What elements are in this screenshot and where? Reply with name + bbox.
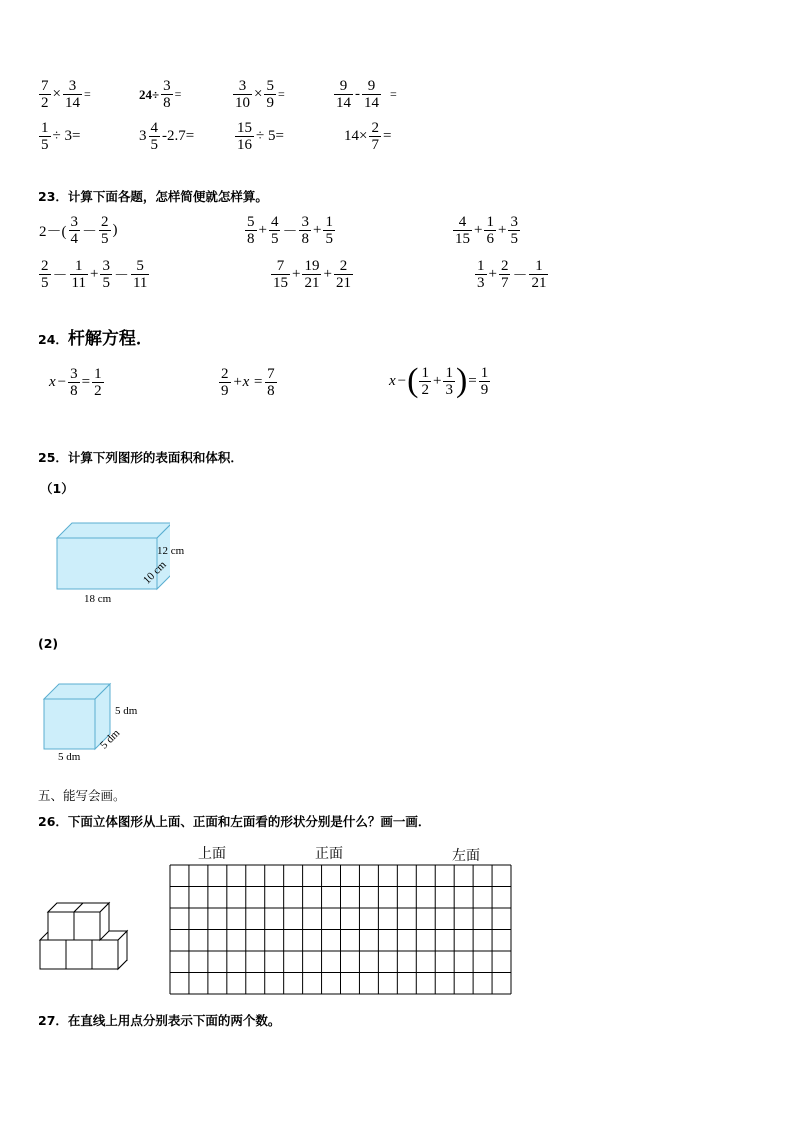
view-label-front: 正面: [315, 846, 343, 862]
cuboid-width-label: 10 cm: [141, 558, 169, 587]
expr-r2-2: 3 $\frac{4}{5}$ -2.7=: [139, 120, 195, 153]
cube-width-label: 5 dm: [98, 727, 123, 752]
q23-expr-4: $\frac{2}{5}$ － $\frac{1}{11}$ + $\frac{3}{5}$ － $\frac{5}{11}$: [41, 258, 148, 291]
cuboid-length-label: 18 cm: [84, 593, 112, 605]
q23-title: 23．计算下面各题，怎样简便就怎样算。: [38, 189, 268, 204]
q24-eq-1: x − $\frac{3}{8}$ = $\frac{1}{2}$: [49, 366, 102, 399]
drawing-grid[interactable]: [169, 864, 512, 995]
q25-title: 25．计算下列图形的表面积和体积．: [38, 450, 243, 465]
view-label-top: 上面: [198, 846, 226, 862]
q24-eq-2: $\frac{2}{9}$ +x = $\frac{7}{8}$: [221, 366, 275, 399]
q23-expr-2: $\frac{5}{8}$ + $\frac{4}{5}$ － $\frac{3}{8}$ + $\frac{1}{5}$: [247, 214, 333, 247]
section-5-title: 五、能写会画。: [38, 788, 126, 803]
expr-r1-2: 24÷ $\frac{3}{8}$ =: [139, 78, 182, 111]
cube-length-label: 5 dm: [58, 751, 81, 763]
q24-title: 24．杆解方程．: [38, 329, 153, 349]
expr-r1-1: $\frac{7}{2}$ × $\frac{3}{14}$ =: [41, 78, 91, 111]
q25-part-2-label: (2): [38, 636, 59, 651]
q23-expr-1: 2－( $\frac{3}{4}$ － $\frac{2}{5}$ ): [39, 214, 118, 247]
q23-expr-3: $\frac{4}{15}$ + $\frac{1}{6}$ + $\frac{3}{5}$: [455, 214, 518, 247]
stacked-cubes-figure: [38, 900, 138, 975]
expr-r1-4: $\frac{9}{14}$ - $\frac{9}{14}$ =: [336, 78, 397, 111]
q27-title: 27．在直线上用点分别表示下面的两个数。: [38, 1013, 281, 1028]
expr-r2-1: $\frac{1}{5}$ ÷ 3=: [41, 120, 81, 153]
expr-r1-3: $\frac{3}{10}$ × $\frac{5}{9}$ =: [235, 78, 285, 111]
cube-height-label: 5 dm: [115, 705, 138, 717]
q24-eq-3: x − ( $\frac{1}{2}$ + $\frac{1}{3}$ ) = $\frac{1}{9}$: [389, 362, 489, 399]
q23-expr-6: $\frac{1}{3}$ + $\frac{2}{7}$ － $\frac{1}{21}$: [477, 258, 547, 291]
q26-title: 26．下面立体图形从上面、正面和左面看的形状分别是什么？画一画．: [38, 814, 431, 829]
view-label-left: 左面: [452, 848, 480, 864]
q25-part-1-label: （1）: [40, 481, 74, 496]
expr-r2-3: $\frac{15}{16}$ ÷ 5=: [237, 120, 284, 153]
cuboid-height-label: 12 cm: [157, 545, 185, 557]
expr-r2-4: 14× $\frac{2}{7}$ =: [344, 120, 392, 153]
q23-expr-5: $\frac{7}{15}$ + $\frac{19}{21}$ + $\frac{2}{21}$: [273, 258, 351, 291]
